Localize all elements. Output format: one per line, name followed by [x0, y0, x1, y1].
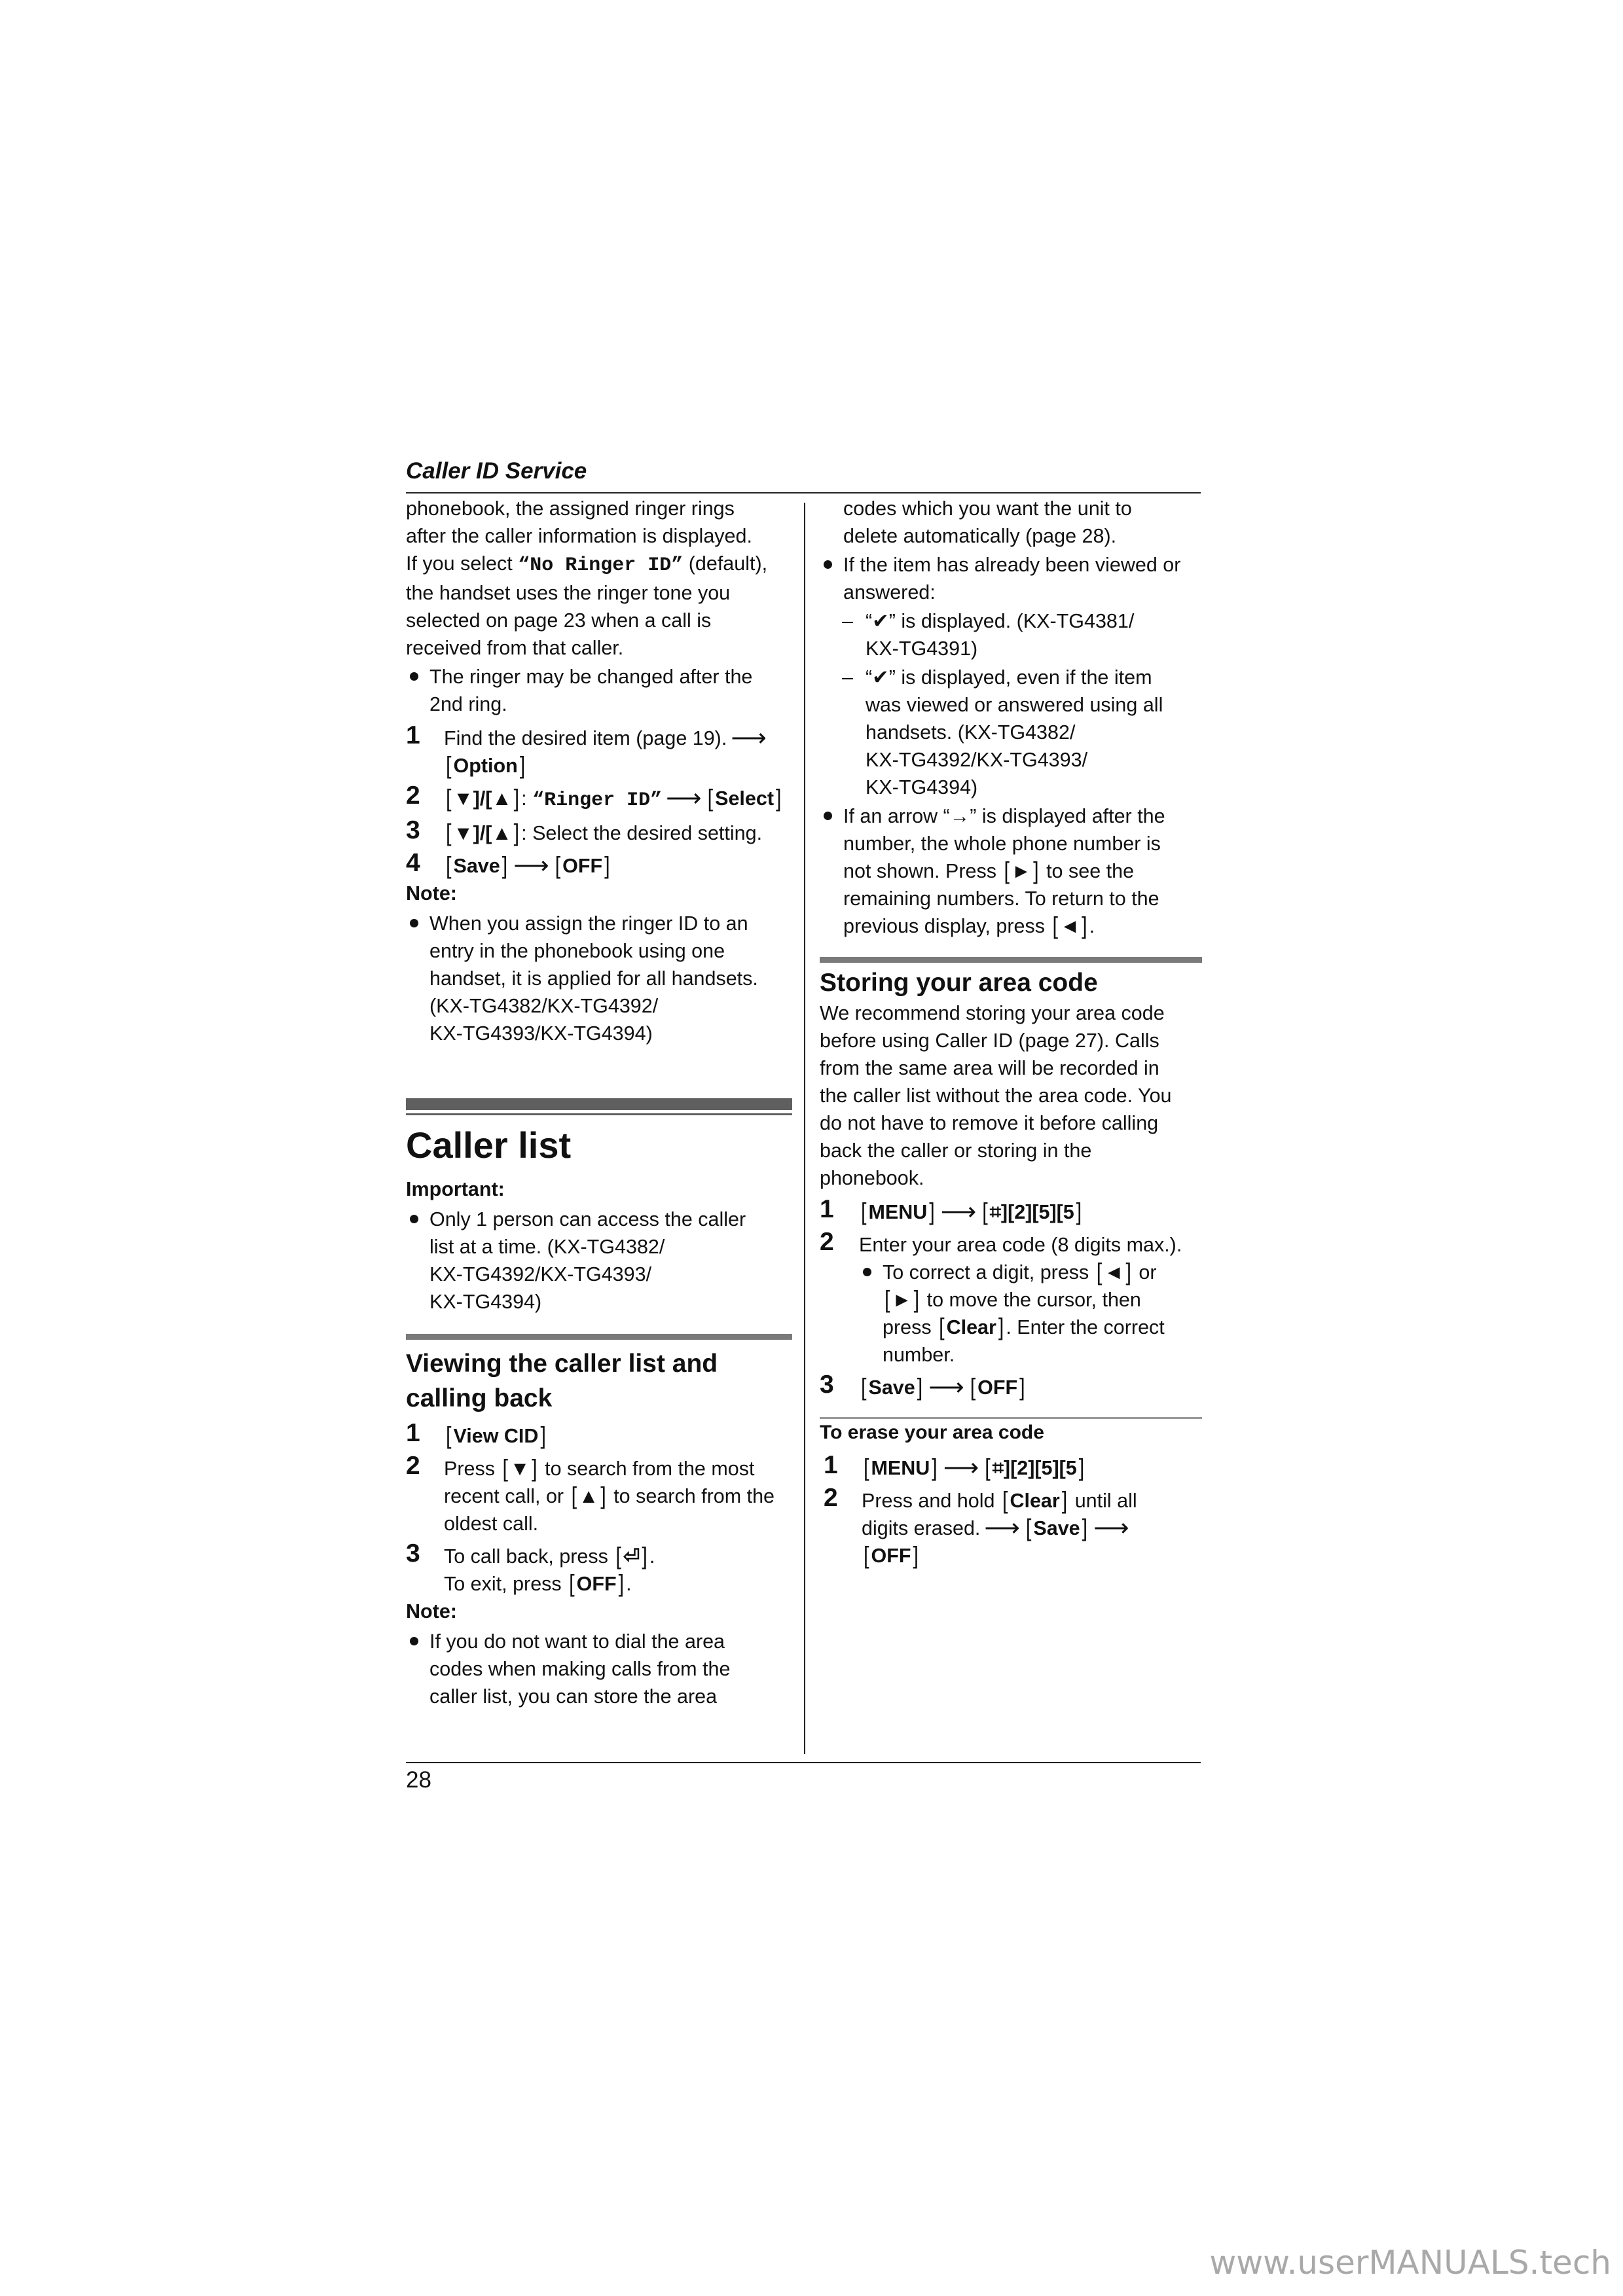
arrow-bullet: If an arrow “→” is displayed after the number, the whole phone number is not shown. Press [►] to see the remaining numbers. To return to the previous display, press [◄]. — [820, 802, 1202, 940]
save-key: Save — [868, 1376, 915, 1399]
dash-item: – “✔” is displayed. (KX-TG4381/ KX-TG4391) — [842, 610, 1135, 660]
menu-key: MENU — [868, 1201, 928, 1223]
right-key: ► — [1011, 860, 1032, 882]
arrow-icon: ⟶ — [943, 1454, 979, 1482]
intro-line: the handset uses the ringer tone you — [406, 582, 731, 604]
left-column — [406, 495, 792, 1710]
erase-title: To erase your area code — [820, 1422, 1044, 1443]
ringer-id-value: “Ringer ID” — [532, 789, 663, 812]
step-3: 3 [▼]/[▲]: Select the desired setting. — [406, 816, 763, 847]
note-label: Note: — [406, 882, 457, 905]
view-cid-key: View CID — [453, 1425, 539, 1447]
code-keys: ⌗][2][5][5 — [989, 1201, 1074, 1223]
subsection-bar — [820, 957, 1202, 963]
column-divider — [804, 503, 805, 1754]
option-key: Option — [453, 755, 518, 777]
down-key: ▼ — [509, 1458, 530, 1480]
right-column — [820, 495, 1202, 1570]
left-key: ◄ — [1104, 1261, 1124, 1283]
storing-paragraph: We recommend storing your area code before using Caller ID (page 27). Calls from the same area will be recorded in the caller list without the area code. You do not have to remove it before calling back the caller or storing in the phonebook. — [820, 1002, 1172, 1189]
footer-rule — [406, 1762, 1201, 1763]
clear-key: Clear — [1010, 1490, 1060, 1512]
store-step-3: 3 [Save] ⟶ [OFF] — [820, 1371, 1025, 1401]
arrow-icon: → — [949, 805, 970, 827]
up-key: ▲ — [579, 1485, 599, 1507]
view-step-2: 2 Press [▼] to search from the most recent call, or [▲] to search from the oldest call. — [406, 1452, 775, 1535]
right-key: ► — [892, 1289, 912, 1311]
talk-key-icon: ⏎ — [623, 1545, 640, 1568]
store-step-2: 2 Enter your area code (8 digits max.). To correct a digit, press [◄] or [►] to move the cursor, then press [Clear]. Enter the correct number. — [820, 1231, 1202, 1369]
note-bullet: If you do not want to dial the area codes when making calls from the caller list, you can store the area — [406, 1628, 792, 1710]
arrow-icon: ⟶ — [928, 1374, 964, 1401]
erase-step-2: 2 Press and hold [Clear] until all digits erased. ⟶ [Save] ⟶ [OFF] — [824, 1484, 1137, 1570]
code-keys: ⌗][2][5][5 — [992, 1457, 1077, 1479]
arrow-icon: ⟶ — [666, 785, 702, 812]
down-up-keys: ▼]/[▲ — [453, 822, 512, 844]
arrow-icon: ⟶ — [731, 725, 767, 752]
erase-step-1: 1 [MENU] ⟶ [⌗][2][5][5] — [824, 1451, 1085, 1482]
intro-line: phonebook, the assigned ringer rings — [406, 497, 735, 520]
page-number: 28 — [406, 1767, 431, 1793]
arrow-icon: ⟶ — [940, 1198, 977, 1226]
caller-list-section — [406, 1098, 792, 1166]
ringer-bullet: The ringer may be changed after the 2nd ring. — [406, 663, 792, 718]
step-1: 1 Find the desired item (page 19). ⟶ [Option] — [406, 721, 767, 780]
down-up-keys: ▼]/[▲ — [453, 787, 512, 810]
dash-item: – “✔” is displayed, even if the item was viewed or answered using all handsets. (KX-TG4382/ KX-TG4392/KX-TG4393/ KX-TG4394) — [842, 666, 1163, 798]
section-title: Caller list — [406, 1124, 572, 1166]
subsection-bar — [406, 1334, 792, 1340]
view-step-3: 3 To call back, press [⏎]. To exit, press [OFF]. — [406, 1539, 655, 1598]
important-label: Important: — [406, 1178, 505, 1200]
arrow-icon: ⟶ — [984, 1515, 1020, 1542]
step-4: 4 [Save] ⟶ [OFF] — [406, 849, 610, 880]
continued-line: delete automatically (page 28). — [843, 525, 1117, 547]
viewed-bullet: If the item has already been viewed or answered: — [820, 551, 1202, 606]
page-header-title: Caller ID Service — [406, 458, 587, 484]
save-key: Save — [453, 855, 500, 877]
clear-key: Clear — [946, 1316, 996, 1338]
intro-line: received from that caller. — [406, 637, 624, 659]
section-bar — [406, 1098, 792, 1110]
intro-line: If you select “No Ringer ID” (default), — [406, 552, 768, 577]
off-key: OFF — [576, 1573, 617, 1595]
off-key: OFF — [871, 1545, 911, 1567]
off-key: OFF — [562, 855, 603, 877]
watermark: www.userMANUALS.tech — [1209, 2244, 1611, 2282]
save-key: Save — [1033, 1517, 1080, 1539]
important-bullet: Only 1 person can access the caller list at a time. (KX-TG4382/ KX-TG4392/KX-TG4393/ KX-TG4394) — [406, 1206, 792, 1316]
correct-digit-bullet: To correct a digit, press [◄] or [►] to move the cursor, then press [Clear]. Enter the correct number. — [859, 1259, 1202, 1369]
off-key: OFF — [977, 1376, 1018, 1399]
arrow-icon: ⟶ — [1093, 1515, 1129, 1542]
menu-key: MENU — [871, 1457, 930, 1479]
subsection-title: Viewing the caller list and calling back — [406, 1350, 718, 1412]
left-key: ◄ — [1059, 915, 1080, 937]
no-ringer-id-value: “No Ringer ID” — [518, 554, 684, 577]
viewing-subsection — [406, 1334, 792, 1416]
section-rule — [406, 1113, 792, 1115]
subsection-title: Storing your area code — [820, 969, 1098, 997]
select-key: Select — [715, 787, 774, 810]
store-step-1: 1 [MENU] ⟶ [⌗][2][5][5] — [820, 1195, 1082, 1226]
storing-subsection — [820, 957, 1202, 998]
intro-line: after the caller information is displayed. — [406, 525, 752, 547]
note-label: Note: — [406, 1600, 457, 1623]
intro-line: selected on page 23 when a call is — [406, 609, 712, 632]
view-step-1: 1 [View CID] — [406, 1419, 546, 1450]
note-bullet: When you assign the ringer ID to an entry in the phonebook using one handset, it is applied for all handsets. (KX-TG4382/KX-TG4392/ KX-TG4393/KX-TG4394) — [406, 910, 792, 1047]
header-rule — [406, 492, 1201, 493]
arrow-icon: ⟶ — [513, 852, 549, 880]
step-2: 2 [▼]/[▲]: “Ringer ID” ⟶ [Select] — [406, 781, 782, 812]
continued-line: codes which you want the unit to — [843, 497, 1132, 520]
